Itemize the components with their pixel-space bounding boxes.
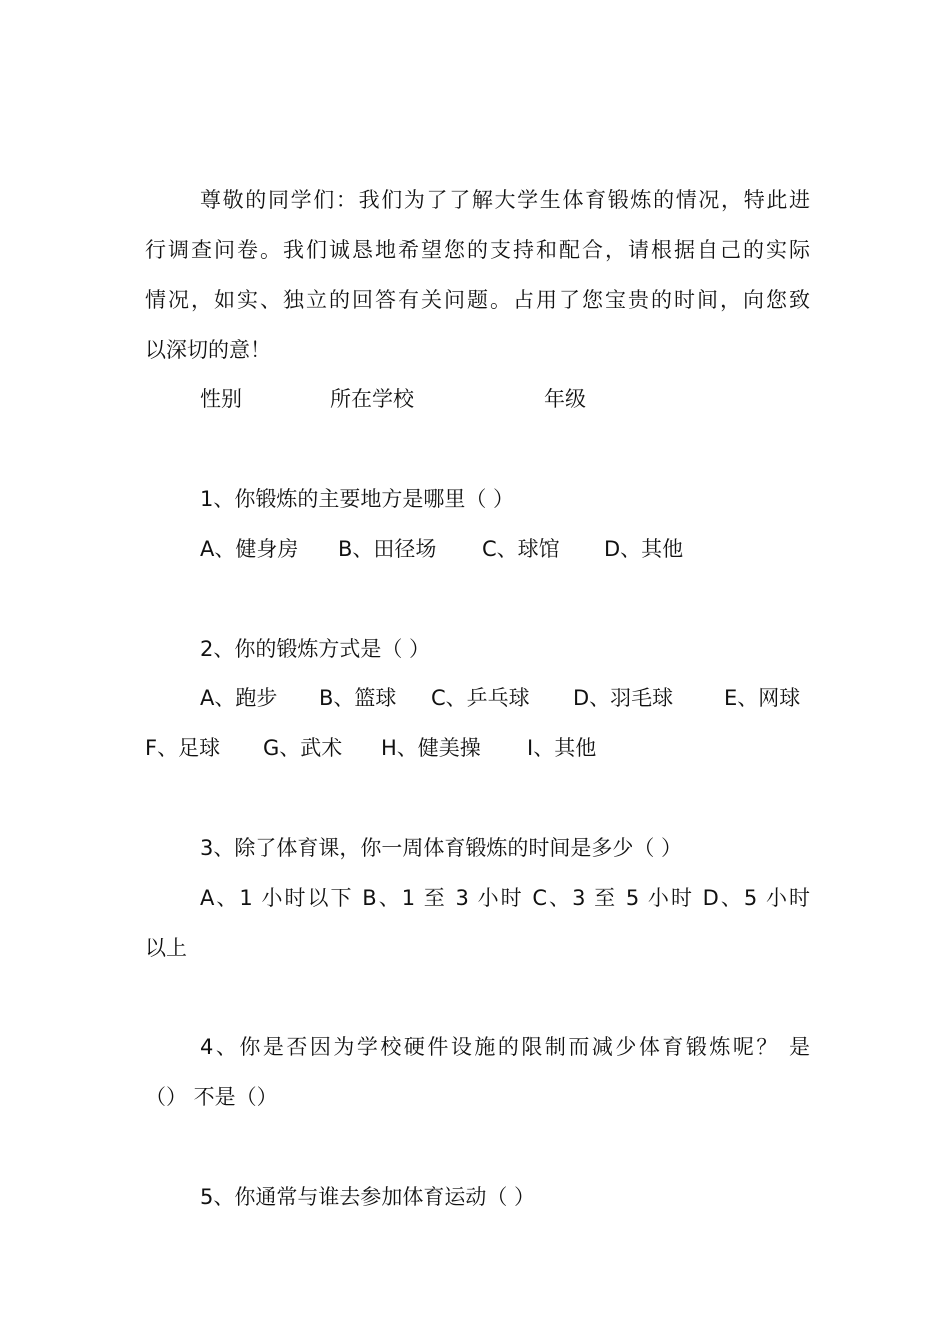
intro-line-1: 尊敬的同学们：我们为了了解大学生体育锻炼的情况，特此进 [200,188,810,212]
option-2h: H、健美操 [381,736,481,760]
field-gender-label: 性别 [200,387,242,411]
intro-line-2: 行调查问卷。我们诚恳地希望您的支持和配合，请根据自己的实际 [145,238,810,262]
option-1b: B、田径场 [338,537,437,561]
question-4-answer-choices: （） 不是（） [145,1085,278,1109]
option-2i: I、其他 [527,736,597,760]
option-1d: D、其他 [604,537,684,561]
question-3-options-continued: 以上 [145,936,187,960]
question-5: 5、你通常与谁去参加体育运动（ ） [200,1185,536,1209]
option-2e: E、网球 [724,686,801,710]
option-2g: G、武术 [263,736,343,760]
intro-line-4: 以深切的意！ [145,338,271,362]
intro-line-3: 情况，如实、独立的回答有关问题。占用了您宝贵的时间，向您致 [145,288,810,312]
field-school-label: 所在学校 [330,387,414,411]
option-1c: C、球馆 [482,537,560,561]
option-2a: A、跑步 [200,686,278,710]
option-2d: D、羽毛球 [573,686,674,710]
option-2f: F、足球 [145,736,221,760]
question-2: 2、你的锻炼方式是（ ） [200,637,431,661]
option-2c: C、乒乓球 [431,686,530,710]
question-2-options-row-2 [145,731,810,765]
info-fields-row [200,382,810,416]
question-2-options-row-1 [200,681,810,715]
option-1a: A、健身房 [200,537,299,561]
question-3-options: A、1 小时以下 B、1 至 3 小时 C、3 至 5 小时 D、5 小时 [200,886,810,910]
field-grade-label: 年级 [544,387,586,411]
option-2b: B、篮球 [319,686,397,710]
question-4: 4、你是否因为学校硬件设施的限制而减少体育锻炼呢？ 是 [200,1035,810,1059]
question-1-options [200,532,810,566]
question-3: 3、除了体育课，你一周体育锻炼的时间是多少（ ） [200,836,683,860]
question-1: 1、你锻炼的主要地方是哪里（ ） [200,487,515,511]
